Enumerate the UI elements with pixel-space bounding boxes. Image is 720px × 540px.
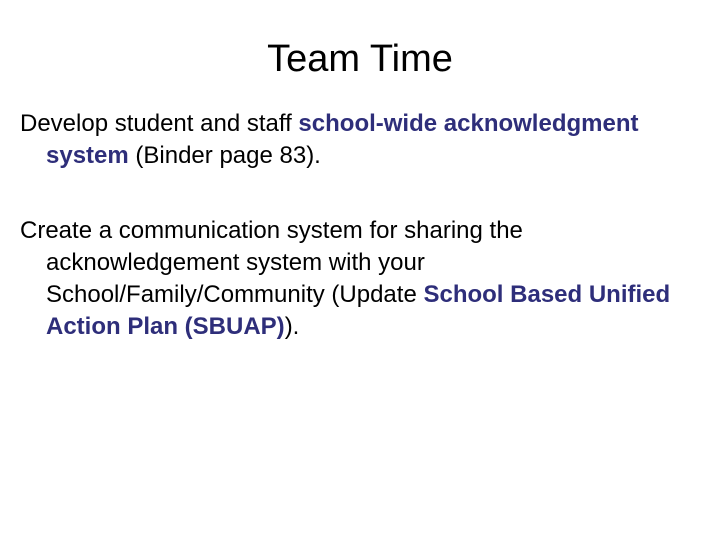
paragraph2-text-end: ). [284, 313, 300, 340]
paragraph1-highlight: school-wide acknowledgment system [46, 110, 639, 169]
paragraph1-text-start: Develop student and staff [20, 110, 299, 137]
slide-title: Team Time [267, 38, 453, 80]
paragraph2-text-start: Create a communication system for sharing the acknowledgement system with your School/Family/Community (Update [20, 217, 523, 308]
paragraph-develop-acknowledgment [20, 108, 700, 172]
paragraph-communication-system [20, 215, 700, 343]
paragraph1-text-end: (Binder page 83). [128, 142, 321, 169]
slide-body [20, 108, 700, 386]
paragraph2-highlight: School Based Unified Action Plan (SBUAP) [46, 281, 671, 340]
